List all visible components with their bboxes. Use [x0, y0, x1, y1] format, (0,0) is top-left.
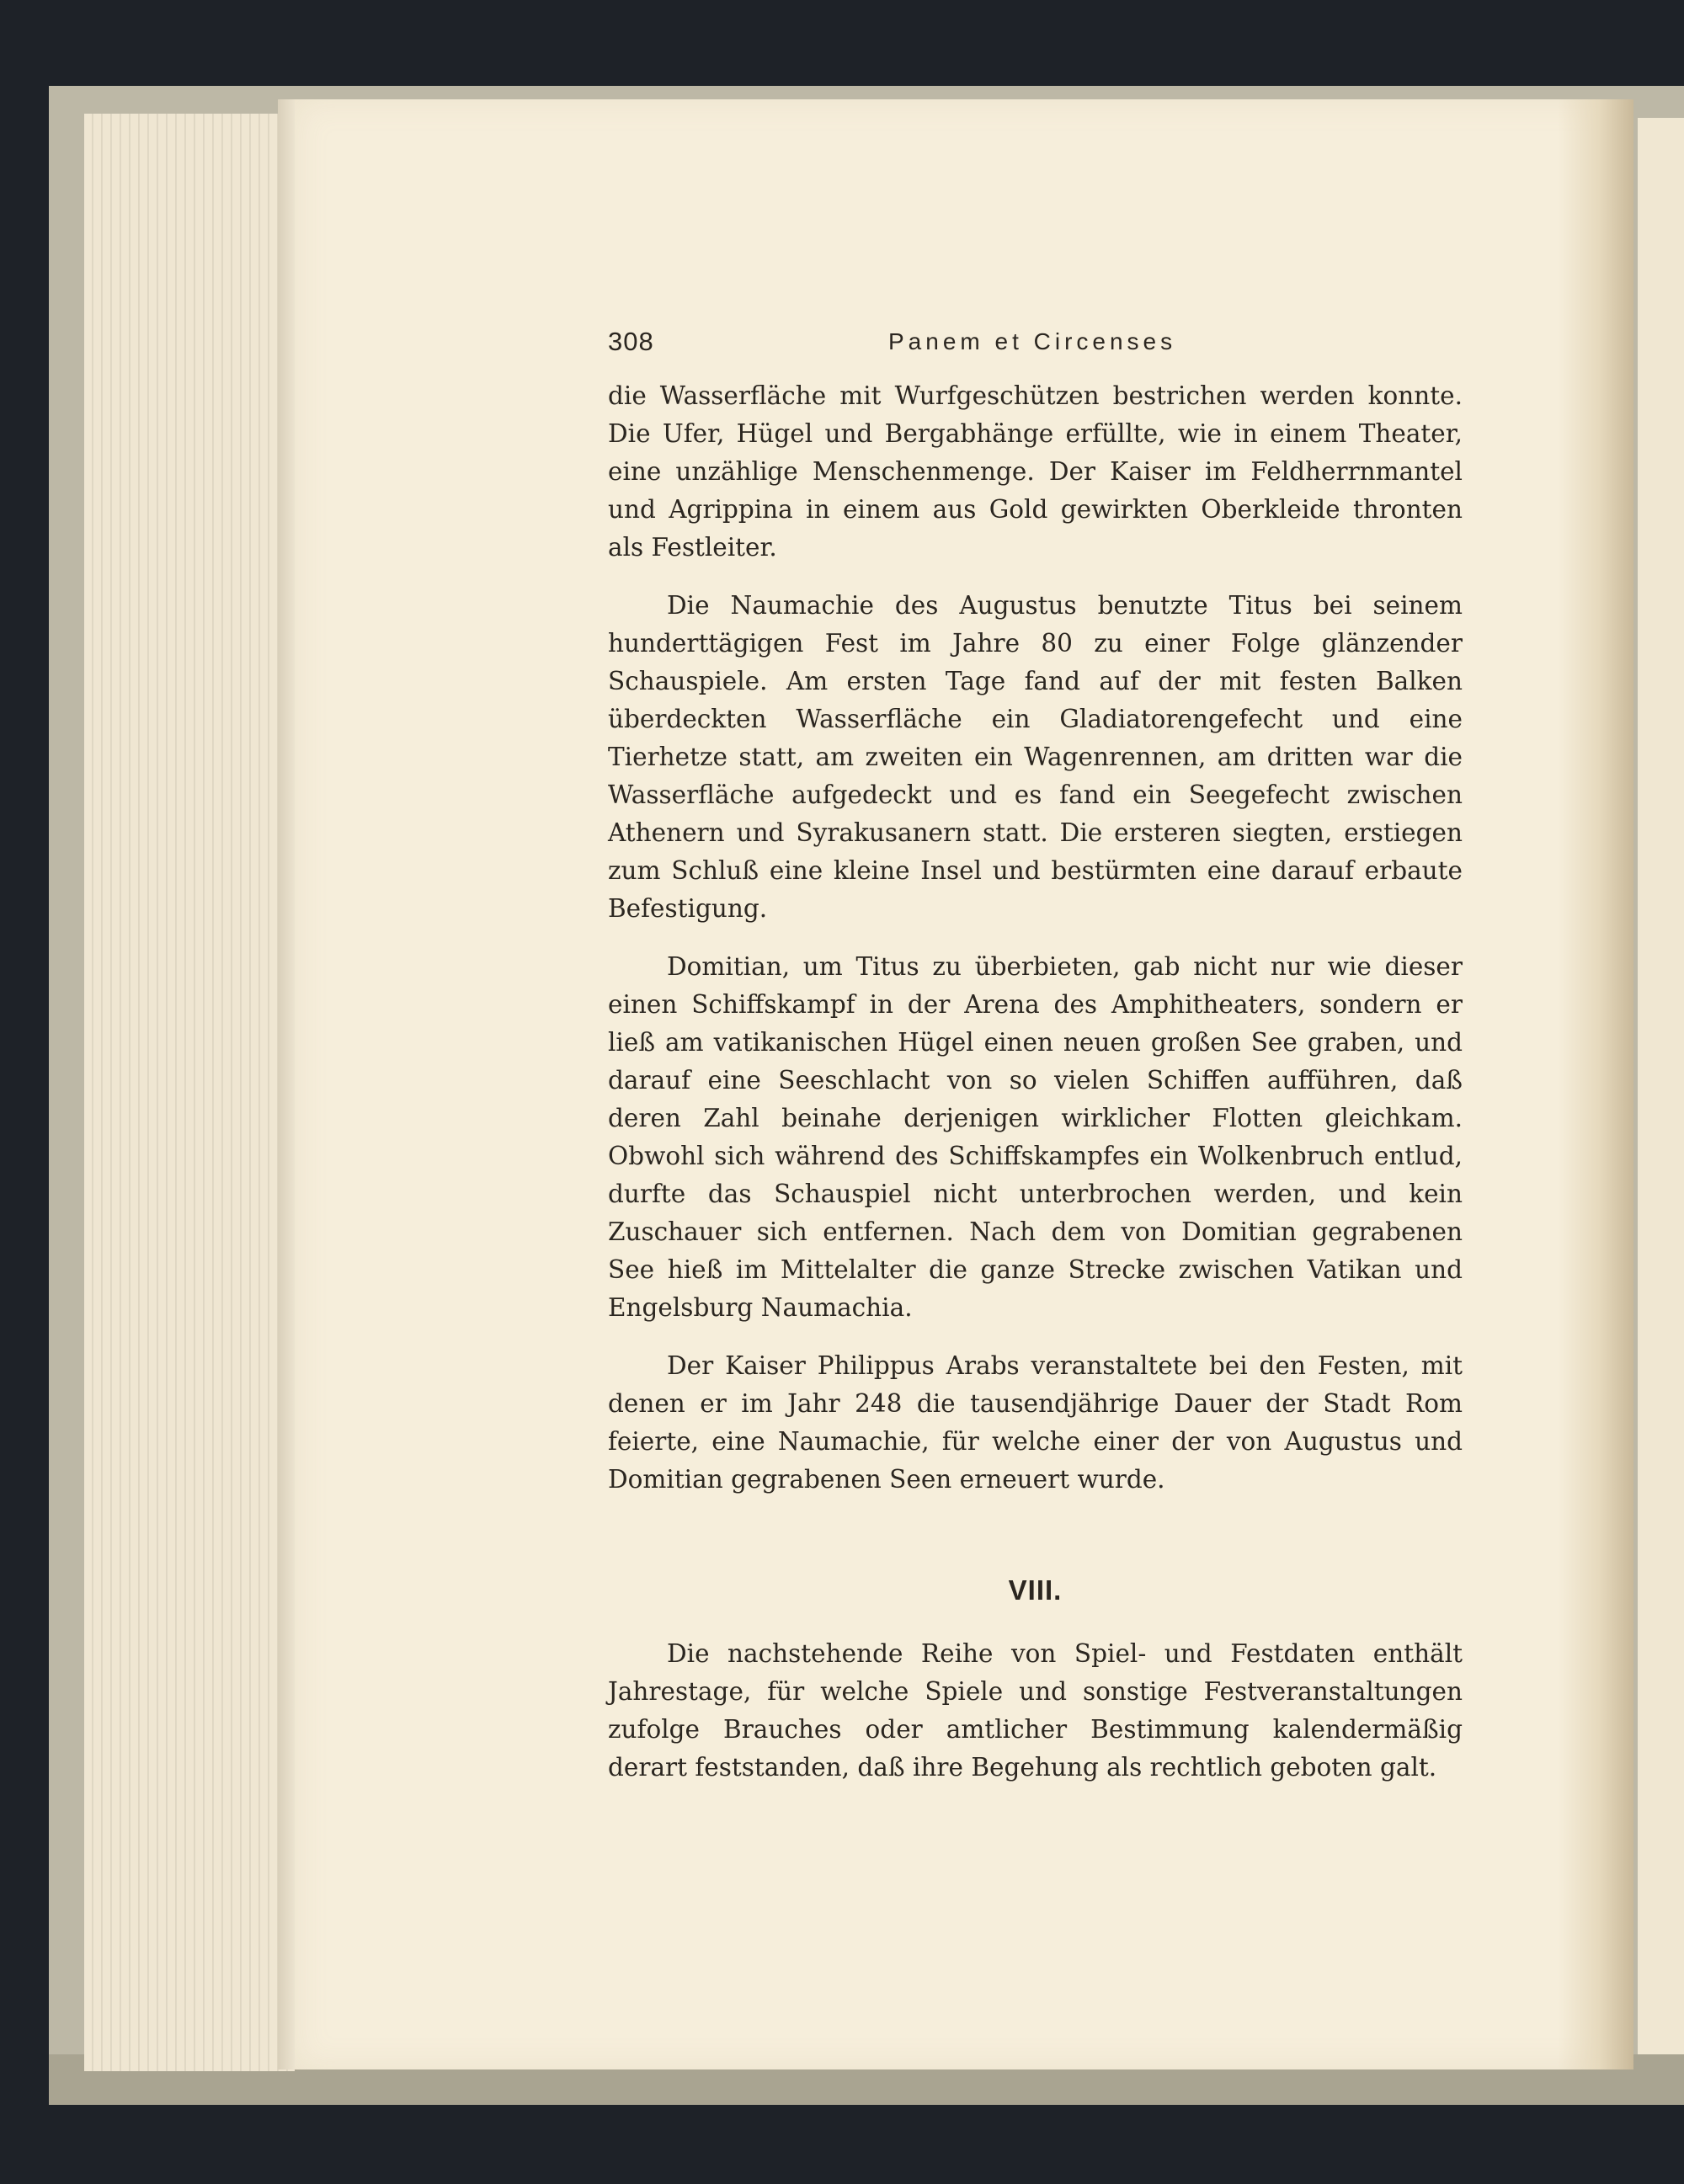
section-paragraph: Die nachstehende Reihe von Spiel- und Festdaten enthält Jahrestage, für welche Spiele und sonstige Festveranstaltungen zufolge Brauches oder amtlicher Bestimmung kalendermäßig derart feststanden, daß ihre Begehung als rechtlich geboten galt. [608, 1639, 1463, 1782]
paragraph-3: Domitian, um Titus zu überbieten, gab nicht nur wie dieser einen Schiffskampf in der Arena des Amphitheaters, sondern er ließ am vatikanischen Hügel einen neuen großen See graben, und darauf eine Seeschlacht von so vielen Schiffen aufführen, daß deren Zahl beinahe derjenigen wirklicher Flotten gleichkam. Obwohl sich während des Schiffskampfes ein Wolkenbruch entlud, durfte das Schauspiel nicht unterbrochen werden, und kein Zuschauer sich entfernen. Nach dem von Domitian gegrabenen See hieß im Mittelalter die ganze Strecke zwischen Vatikan und Engelsburg Naumachia. [608, 952, 1463, 1322]
paragraph-1: die Wasserfläche mit Wurfgeschützen bestrichen werden konnte. Die Ufer, Hügel und Bergabhänge erfüllte, wie in einem Theater, eine unzählige Menschenmenge. Der Kaiser im Feldherrnmantel und Agrippina in einem aus Gold gewirkten Oberkleide thronten als Festleiter. [608, 381, 1463, 562]
paragraph-4: Der Kaiser Philippus Arabs veranstaltete bei den Festen, mit denen er im Jahr 248 die tausendjährige Dauer der Stadt Rom feierte, eine Naumachie, für welche einer der von Augustus und Domitian gegrabenen Seen erneuert wurde. [608, 1351, 1463, 1494]
page-gutter-shadow [1558, 99, 1633, 2069]
section-heading: VIII. [1008, 1574, 1063, 1606]
running-title: Panem et Circenses [888, 328, 1177, 354]
page-text-block [608, 327, 1463, 1787]
page-edges [84, 114, 295, 2071]
running-head [608, 327, 1463, 377]
facing-page-edge [1638, 118, 1684, 2054]
page-number: 308 [608, 327, 654, 356]
paragraph-2: Die Naumachie des Augustus benutzte Titus bei seinem hunderttägigen Fest im Jahre 80 zu einer Folge glänzender Schauspiele. Am ersten Tage fand auf der mit festen Balken überdeckten Wasserfläche ein Gladiatorengefecht und eine Tierhetze statt, am zweiten ein Wagenrennen, am dritten war die Wasserfläche aufgedeckt und es fand ein Seegefecht zwischen Athenern und Syrakusanern statt. Die ersteren siegten, erstiegen zum Schluß eine kleine Insel und bestürmten eine darauf erbaute Befestigung. [608, 591, 1463, 923]
